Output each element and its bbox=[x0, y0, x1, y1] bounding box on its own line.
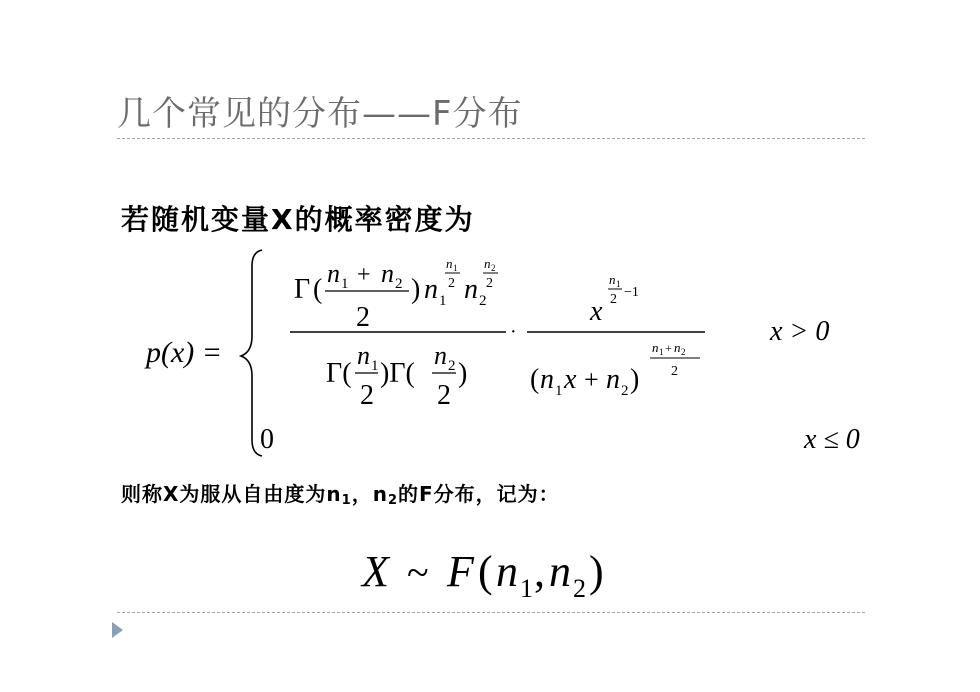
case2-condition: x ≤ 0 bbox=[804, 424, 860, 455]
svg-text:2: 2 bbox=[448, 276, 455, 291]
svg-text:): ) bbox=[411, 274, 421, 305]
gamma-text: Γ bbox=[294, 274, 311, 305]
svg-text:1: 1 bbox=[616, 279, 621, 289]
svg-text:2: 2 bbox=[437, 380, 451, 411]
tail-mid: ，n bbox=[351, 482, 388, 506]
tail-sub1: 1 bbox=[341, 493, 352, 508]
svg-text:2: 2 bbox=[360, 380, 374, 411]
case2-value: 0 bbox=[260, 424, 274, 455]
svg-text:): ) bbox=[630, 364, 640, 395]
svg-text:−1: −1 bbox=[624, 285, 639, 300]
svg-text:): ) bbox=[458, 358, 468, 389]
svg-text:n: n bbox=[652, 340, 659, 355]
svg-text:n: n bbox=[327, 259, 340, 288]
svg-text:1: 1 bbox=[659, 347, 664, 357]
triangle-right-icon bbox=[112, 622, 123, 638]
svg-text:2: 2 bbox=[356, 302, 370, 333]
svg-text:n: n bbox=[496, 547, 518, 596]
svg-text:(: ( bbox=[478, 547, 493, 596]
svg-text:n: n bbox=[434, 341, 447, 370]
svg-text:1: 1 bbox=[371, 358, 379, 374]
svg-text:1: 1 bbox=[341, 276, 349, 292]
svg-text:2: 2 bbox=[448, 358, 456, 374]
svg-text:1: 1 bbox=[520, 574, 533, 603]
svg-text:2: 2 bbox=[681, 347, 686, 357]
svg-text:2: 2 bbox=[395, 276, 403, 292]
svg-text:n: n bbox=[357, 341, 370, 370]
svg-text:n: n bbox=[609, 272, 616, 287]
slide-title: 几个常见的分布——F分布 bbox=[117, 94, 523, 134]
svg-text:(: ( bbox=[530, 364, 540, 395]
svg-text:n: n bbox=[549, 547, 571, 596]
intro-text: 若随机变量X的概率密度为 bbox=[121, 203, 475, 236]
svg-text:2: 2 bbox=[486, 276, 493, 291]
svg-text:)Γ(: )Γ( bbox=[380, 358, 415, 389]
svg-text:(: ( bbox=[313, 274, 323, 305]
svg-text:1: 1 bbox=[439, 293, 447, 309]
svg-text:2: 2 bbox=[671, 364, 678, 379]
svg-text:2: 2 bbox=[610, 292, 617, 307]
lhs-text: p(x) = bbox=[146, 336, 223, 369]
bottom-divider bbox=[117, 612, 865, 613]
tail-suffix: 的F分布，记为： bbox=[398, 482, 560, 506]
svg-text:+: + bbox=[357, 262, 371, 288]
svg-text:+: + bbox=[665, 341, 672, 355]
svg-text:,: , bbox=[534, 547, 545, 596]
svg-text:2: 2 bbox=[491, 263, 496, 273]
svg-text:X: X bbox=[362, 547, 389, 596]
svg-text:n: n bbox=[484, 256, 491, 271]
svg-text:n: n bbox=[674, 340, 681, 355]
svg-text:2: 2 bbox=[621, 383, 629, 399]
svg-text:Γ(: Γ( bbox=[326, 358, 352, 389]
svg-text:n: n bbox=[606, 364, 620, 395]
svg-text:+: + bbox=[584, 365, 599, 394]
svg-text:2: 2 bbox=[573, 574, 586, 603]
tail-sub2: 2 bbox=[387, 493, 399, 508]
svg-text:n: n bbox=[446, 256, 453, 271]
dot-text: · bbox=[510, 321, 517, 343]
svg-text:): ) bbox=[589, 547, 604, 596]
svg-text:n: n bbox=[381, 259, 394, 288]
svg-text:1: 1 bbox=[555, 383, 563, 399]
svg-text:~: ~ bbox=[407, 550, 429, 595]
svg-text:x: x bbox=[564, 364, 577, 395]
svg-text:x: x bbox=[590, 296, 603, 327]
svg-text:F: F bbox=[447, 547, 474, 596]
svg-text:n: n bbox=[540, 364, 554, 395]
tail-prefix: 则称X为服从自由度为n bbox=[121, 482, 342, 506]
case1-condition: x > 0 bbox=[770, 316, 830, 347]
svg-text:n: n bbox=[424, 274, 438, 305]
svg-text:1: 1 bbox=[453, 263, 458, 273]
svg-text:n: n bbox=[464, 274, 478, 305]
svg-text:2: 2 bbox=[479, 293, 487, 309]
